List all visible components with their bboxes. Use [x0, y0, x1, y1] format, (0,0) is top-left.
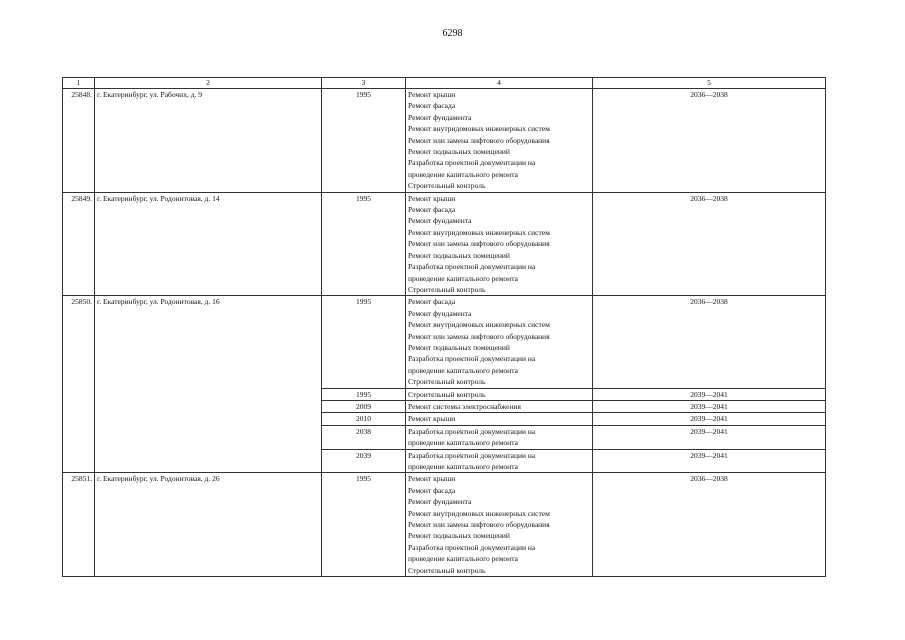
year-cell: 1995	[322, 296, 406, 388]
work-item: Ремонт или замена лифтового оборудования	[408, 239, 550, 249]
works-cell	[406, 192, 593, 296]
work-item: Строительный контроль	[408, 389, 486, 399]
repair-schedule-table	[62, 77, 826, 577]
year-cell: 2010	[322, 413, 406, 425]
work-item: Разработка проектной документации на	[408, 450, 536, 460]
year-cell: 1995	[322, 89, 406, 193]
year-cell: 2009	[322, 400, 406, 412]
table-body	[63, 89, 826, 577]
works-cell	[406, 425, 593, 449]
work-item: Строительный контроль	[408, 284, 486, 294]
works-cell	[406, 89, 593, 193]
work-item: Ремонт внутридомовых инженерных систем	[408, 124, 550, 134]
year-cell: 1995	[322, 192, 406, 296]
page-number: 6298	[442, 28, 463, 39]
work-item: Строительный контроль	[408, 377, 486, 387]
works-cell	[406, 449, 593, 473]
work-item: Ремонт или замена лифтового оборудования	[408, 520, 550, 530]
work-item: Разработка проектной документации на	[408, 426, 536, 436]
works-cell	[406, 413, 593, 425]
year-cell: 1995	[322, 473, 406, 577]
row-number: 25850.	[63, 296, 95, 473]
planned-period-cell: 2036—2038	[593, 192, 826, 296]
column-number-1: 1	[63, 78, 95, 89]
work-item: Ремонт фасада	[408, 485, 456, 495]
work-item: проведение капитального ремонта	[408, 438, 518, 448]
work-item: Ремонт системы электроснабжения	[408, 401, 521, 411]
column-number-2: 2	[95, 78, 322, 89]
planned-period-cell: 2039—2041	[593, 388, 826, 400]
planned-period-cell: 2039—2041	[593, 400, 826, 412]
work-item: проведение капитального ремонта	[408, 365, 518, 375]
work-item: Ремонт крыши	[408, 193, 456, 203]
works-cell	[406, 400, 593, 412]
work-item: Разработка проектной документации на	[408, 354, 536, 364]
work-item: проведение капитального ремонта	[408, 462, 518, 471]
work-item: Ремонт подвальных помещений	[408, 147, 510, 157]
planned-period-cell: 2036—2038	[593, 89, 826, 193]
work-item: Строительный контроль	[408, 565, 486, 575]
work-item: Ремонт крыши	[408, 90, 456, 99]
work-item: Ремонт фасада	[408, 101, 456, 111]
table-row	[63, 296, 826, 388]
work-item: Ремонт фундамента	[408, 112, 472, 122]
work-item: Ремонт или замена лифтового оборудования	[408, 135, 550, 145]
work-item: Ремонт внутридомовых инженерных систем	[408, 320, 550, 330]
row-number: 25848.	[63, 89, 95, 193]
works-cell	[406, 473, 593, 577]
work-item: Ремонт или замена лифтового оборудования	[408, 331, 550, 341]
work-item: Ремонт подвальных помещений	[408, 342, 510, 352]
row-number: 25849.	[63, 192, 95, 296]
column-number-5: 5	[593, 78, 826, 89]
row-number: 25851.	[63, 473, 95, 577]
building-address: г. Екатеринбург, ул. Родонитовая, д. 16	[95, 296, 322, 473]
work-item: проведение капитального ремонта	[408, 273, 518, 283]
work-item: Ремонт фасада	[408, 205, 456, 215]
work-item: Ремонт подвальных помещений	[408, 531, 510, 541]
year-cell: 1995	[322, 388, 406, 400]
work-item: Ремонт внутридомовых инженерных систем	[408, 227, 550, 237]
column-number-3: 3	[322, 78, 406, 89]
works-cell	[406, 296, 593, 388]
work-item: проведение капитального ремонта	[408, 554, 518, 564]
year-cell: 2038	[322, 425, 406, 449]
year-cell: 2039	[322, 449, 406, 473]
works-cell	[406, 388, 593, 400]
work-item: Ремонт фундамента	[408, 216, 472, 226]
work-item: Строительный контроль	[408, 181, 486, 191]
work-item: Разработка проектной документации на	[408, 542, 536, 552]
work-item: Ремонт фасада	[408, 297, 456, 307]
planned-period-cell: 2039—2041	[593, 425, 826, 449]
column-number-4: 4	[406, 78, 593, 89]
work-item: Ремонт крыши	[408, 474, 456, 484]
planned-period-cell: 2039—2041	[593, 449, 826, 473]
table-row	[63, 89, 826, 193]
work-item: Разработка проектной документации на	[408, 158, 536, 168]
work-item: Разработка проектной документации на	[408, 262, 536, 272]
work-item: Ремонт внутридомовых инженерных систем	[408, 508, 550, 518]
planned-period-cell: 2036—2038	[593, 296, 826, 388]
planned-period-cell: 2036—2038	[593, 473, 826, 577]
work-item: Ремонт фундамента	[408, 308, 472, 318]
building-address: г. Екатеринбург, ул. Родонитовая, д. 14	[95, 192, 322, 296]
work-item: Ремонт фундамента	[408, 497, 472, 507]
building-address: г. Екатеринбург, ул. Рабочих, д. 9	[95, 89, 322, 193]
work-item: Ремонт крыши	[408, 414, 456, 424]
work-item: проведение капитального ремонта	[408, 169, 518, 179]
column-number-row	[63, 78, 826, 89]
table-row	[63, 192, 826, 296]
table-row	[63, 473, 826, 577]
work-item: Ремонт подвальных помещений	[408, 250, 510, 260]
planned-period-cell: 2039—2041	[593, 413, 826, 425]
building-address: г. Екатеринбург, ул. Родонитовая, д. 26	[95, 473, 322, 577]
